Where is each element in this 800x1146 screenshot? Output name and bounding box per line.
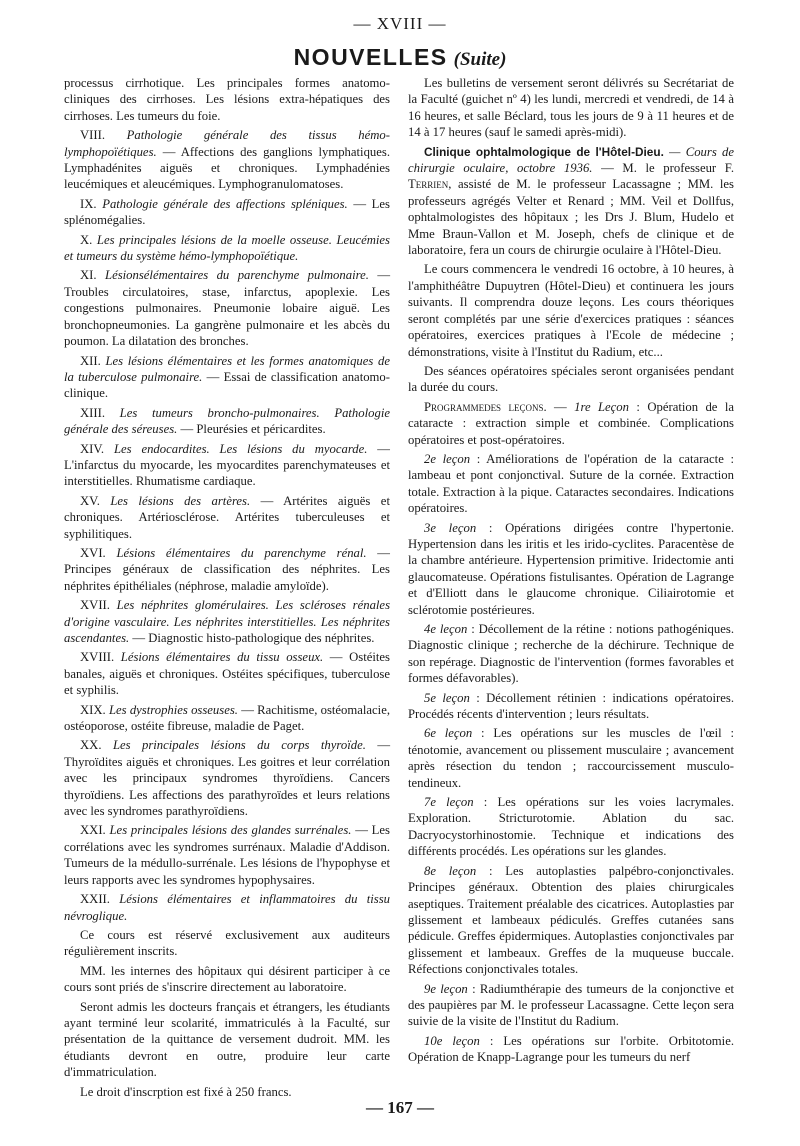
clinic-text-b: , assisté de M. le professeur Lacassagne ; MM. les professeurs agrégés Velter et Renard ; MM. Veil et Dollfus, ophtalmologistes des hôpitaux ; les Drs J. Blum, Hudelo et Mme Braun-Vallon et M. Joseph, chefs de clinique et de laboratoire, fera un cours de chirurgie oculaire à l'Hôtel-Dieu. [408, 177, 734, 258]
topic-number: XI. [80, 268, 106, 283]
lesson-text: : Radiumthérapie des tumeurs de la conjonctive et des paupières par M. le professeur Lacassagne. Cette leçon sera suivie de la visite de l'Institut du Radium. [408, 981, 735, 1029]
page-header-number: — XVIII — [353, 14, 447, 33]
topic-title: Les principales lésions du corps thyroïde. [112, 738, 366, 753]
topic-number: XX. [80, 738, 113, 753]
lesson-item [408, 399, 734, 448]
lesson-item [408, 621, 734, 687]
course-topic-paragraph [64, 597, 390, 646]
lesson-text: : Les opérations sur les voies lacrymales. Exploration. Stricturotomie. Ablation du sac. Dacryocystorhinostomie. Technique et indications des différents procédés. Les opérations sur les glandes. [408, 795, 734, 859]
topic-text: — Pleurésies et péricardites. [177, 422, 326, 437]
topic-text: — Rachitisme, ostéomalacie, ostéoporose, ostéite fibreuse, maladie de Paget. [64, 702, 391, 734]
lesson-item [408, 794, 734, 860]
lesson-item [408, 1033, 734, 1066]
course-topic-paragraph [64, 927, 390, 960]
topic-text: — Thyroïdites aiguës et chroniques. Les goitres et leur corrélation avec les principaux syndromes thyroïdiens. Cancers thyroïdiens. Les affections des parathyroïdes et leurs relations avec les syndromes parathyroïdiens. [64, 738, 391, 819]
enrollment-paragraph: Les bulletins de versement seront délivrés su Secrétariat de la Faculté (guichet nº 4) les lundi, mercredi et vendredi, de 14 à 16 heures, et salle Béclard, tous les jours de 9 à 11 heures et de 14 à 17 heures (sauf le samedi après-midi). [408, 76, 734, 140]
course-topic-paragraph [64, 405, 390, 438]
topic-text: — Principes généraux de classification des néphrites. Les néphrites épithéliales (néphrose, maladie amyloïde). [64, 545, 390, 593]
lesson-text: : Améliorations de l'opération de la cataracte : lambeau et pont conjonctival. Suture de la cornée. Extraction totale. Extraction à la pique. Cataractes secondaires. Indications opératoires. [408, 451, 734, 516]
topic-title: Les principales lésions de la moelle osseuse. Leucémies et tumeurs du système hémo-lymphopoïétique. [64, 232, 390, 264]
lesson-text: : Les opérations sur les muscles de l'œil : ténotomie, avancement ou plissement musculaire ; avancement après résection du tendon ; raccourcissement musculo-tendineux. [408, 726, 735, 790]
clinic-announcement [408, 144, 734, 259]
topic-text: Ce cours est réservé exclusivement aux auditeurs régulièrement inscrits. [64, 927, 390, 959]
topic-text: Seront admis les docteurs français et étrangers, les étudiants ayant terminé leur scolarité, immatriculés à la Faculté, sur présentation de la quittance de versement dudroit. MM. les étudiants devront en outre, produire leur carte d'immatriculation. [64, 999, 390, 1080]
lesson-item [408, 520, 734, 618]
topic-title: Les principales lésions des glandes surrénales. [109, 823, 352, 838]
clinic-professor-name: Terrien [408, 177, 449, 192]
right-column [408, 75, 734, 1069]
topic-number: XIX. [80, 702, 109, 717]
topic-text: — Les corrélations avec les syndromes surrénaux. Maladie d'Addison. Tumeurs de la médullo-surrénale. Les lésions de l'hypophyse et leurs rapports avec les syndromes hypophysaires. [64, 823, 390, 887]
course-topic-paragraph [64, 963, 390, 996]
lesson-text: : Les opérations sur l'orbite. Orbitotomie. Opération de Knapp-Lagrange pour les tumeurs du nerf [408, 1033, 734, 1065]
topic-number: XXI. [80, 823, 110, 838]
topic-title: Pathologie générale des tissus hémo-lymphopoïétiques. [64, 128, 391, 159]
topic-title: Les endocardites. Les lésions du myocarde. [113, 441, 368, 456]
lesson-item [408, 725, 734, 791]
topic-title: Pathologie générale des affections spléniques. [102, 196, 348, 211]
topic-number: IX. [80, 196, 103, 211]
topic-number: XXII. [80, 892, 120, 907]
lesson-label: 9e leçon [424, 981, 468, 996]
topic-text: — Les splénomégalies. [64, 196, 390, 228]
course-topic-paragraph [64, 545, 390, 594]
topic-text: processus cirrhotique. Les principales formes anatomo-cliniques des cirrhoses. Les lésions extra-hépatiques des cirrhoses. Les tumeurs du foie. [64, 76, 390, 123]
course-topic-paragraph [64, 891, 390, 924]
lesson-label: 1re Leçon [574, 399, 629, 414]
topic-title: Lésions élémentaires du parenchyme rénal. [116, 545, 367, 560]
lesson-label: 2e leçon [424, 451, 471, 466]
course-topic-paragraph [64, 737, 390, 819]
topic-title: Les néphrites glomérulaires. Les scléroses rénales d'origine vasculaire. Les néphrites interstitielles. Les néphrites ascendantes. [64, 598, 391, 645]
lesson-item [408, 451, 734, 517]
programme-label: Programmedes leçons. — [424, 399, 575, 414]
clinic-title: Clinique ophtalmologique de l'Hôtel-Dieu. [424, 144, 664, 159]
topic-text: — Artérites aiguës et chroniques. Artériosclérose. Artérites tuberculeuses et syphilitiques. [64, 493, 390, 541]
course-topic-paragraph [64, 702, 390, 735]
topic-title: Lésionsélémentaires du parenchyme pulmonaire. [105, 268, 369, 283]
clinic-text-a: — M. le professeur F. [592, 161, 734, 176]
lesson-text: : Opérations dirigées contre l'hypertonie. Hypertension dans les iritis et les irido-cyclites. Paracentèse de la chambre antérieure. Hypertension primitive. Iridectomie anti glaucomateuse. Opérations fistulisantes. Opération de Lagrange et d'Elliott dans le glaucome chronique. Ciliairotomie et sclérotomie postérieures. [408, 520, 735, 617]
course-topic-paragraph [64, 822, 390, 888]
course-topic-paragraph [64, 999, 390, 1081]
lesson-list [408, 399, 734, 1066]
clinic-course: — Cours de chirurgie oculaire, octobre 1936. [408, 144, 735, 176]
lesson-item [408, 863, 734, 978]
page-heading [0, 44, 800, 71]
topic-title: Les lésions élémentaires et les formes anatomiques de la tuberculose pulmonaire. [64, 353, 390, 384]
lesson-item [408, 981, 734, 1030]
course-topic-paragraph [64, 75, 390, 124]
topic-title: Lésions élémentaires du tissu osseux. [120, 650, 324, 665]
topic-text: MM. les internes des hôpitaux qui désirent participer à ce cours sont priés de s'inscrire directement au laboratoire. [64, 963, 390, 995]
course-topic-paragraph [64, 353, 390, 402]
lesson-label: 4e leçon [424, 622, 468, 636]
topic-text: — Troubles circulatoires, stase, infarctus, apoplexie. Les congestions pulmonaires. Pneumonie lobaire aiguë. Les bronchopneumonies. La gangrène pulmonaire et les abcès du poumon. La dilatation des bronches. [64, 268, 391, 349]
topic-text: — L'infarctus du myocarde, les myocardites parenchymateuses et interstitielles. Rhumatisme cardiaque. [64, 441, 390, 489]
course-topic-paragraph [64, 649, 390, 698]
topic-text: — Diagnostic histo-pathologique des néphrites. [129, 631, 375, 645]
course-topic-paragraph [64, 196, 390, 229]
heading-suffix: (Suite) [453, 49, 507, 70]
special-sessions-paragraph: Des séances opératoires spéciales seront organisées pendant la durée du cours. [408, 363, 734, 395]
left-column [64, 75, 390, 1103]
topic-text: — Ostéites banales, aiguës et chroniques. Ostéites spécifiques, tuberculose et syphilis. [64, 650, 390, 698]
topic-number: XV. [80, 493, 111, 508]
lesson-label: 6e leçon [424, 726, 473, 741]
lesson-label: 5e leçon [424, 690, 470, 705]
topic-number: X. [80, 232, 97, 247]
heading-title: NOUVELLES [293, 44, 448, 70]
topic-number: VIII. [80, 128, 127, 143]
course-topic-paragraph [64, 232, 390, 265]
lesson-item [408, 690, 734, 723]
topic-text: — Essai de classification anatomo-clinique. [64, 369, 390, 401]
lesson-text: : Décollement rétinien : indications opératoires. Procédés récents d'intervention ; leurs résultats. [408, 690, 734, 722]
course-schedule-paragraph: Le cours commencera le vendredi 16 octobre, à 10 heures, à l'amphithéâtre Dupuytren (Hôtel-Dieu) et continuera les jours suivants. Il comprendra douze leçons. Les cours théoriques seront complétés par une série d'exercices pratiques : séances opératoires, exercices pratiques à l'Ecole de médecine ; démonstrations, visite à l'Institut du Radium, etc... [408, 262, 734, 359]
course-topic-paragraph [64, 493, 390, 542]
topic-number: XIII. [80, 405, 120, 420]
course-topic-paragraph [64, 127, 390, 193]
lesson-text: : Opération de la cataracte : extraction simple et combinée. Complications opératoires et post-opératoires. [408, 399, 734, 447]
lesson-label: 7e leçon [424, 795, 474, 810]
lesson-text: : Décollement de la rétine : notions pathogéniques. Diagnostic clinique ; recherche de la déchirure. Technique de son repérage. Diagnostic de l'intervention (formes favorables et formes défavorables). [408, 622, 734, 686]
topic-number: XIV. [80, 441, 114, 456]
topic-title: Lésions élémentaires et inflammatoires du tissu névroglique. [64, 892, 390, 923]
topic-number: XVIII. [80, 650, 121, 665]
topic-number: XVII. [80, 598, 117, 613]
course-topic-paragraph [64, 267, 390, 349]
lesson-label: 3e leçon [424, 520, 477, 535]
lesson-label: 10e leçon [424, 1033, 480, 1048]
topic-text: Le droit d'inscrption est fixé à 250 francs. [80, 1084, 292, 1099]
page-footer-number: — 167 — [366, 1098, 434, 1117]
topic-number: XII. [80, 353, 106, 368]
topic-title: Les tumeurs broncho-pulmonaires. Pathologie générale des séreuses. [64, 405, 390, 437]
course-topic-paragraph [64, 441, 390, 490]
topic-text: — Affections des ganglions lymphatiques. Lymphadénites aiguës et chroniques. Lymphadénies leucémiques et aleucémiques. Lymphogranulomatoses. [64, 144, 390, 192]
lesson-label: 8e leçon [424, 863, 477, 878]
topic-title: Les lésions des artères. [110, 493, 251, 508]
topic-number: XVI. [80, 545, 117, 560]
topic-title: Les dystrophies osseuses. [108, 702, 238, 717]
lesson-text: : Les autoplasties palpébro-conjonctivales. Principes généraux. Obtention des plaies chirurgicales aseptiques. Traitement préalable des cicatrices. Autoplasties par glissement et lambeaux pédiculés. Greffes cutanées sans pédicule. Greffes épidermiques. Autoplasties conjonctivales par glissement et lambeaux. Greffes de la muqueuse buccale. Réfections conjonctivales totales. [408, 863, 735, 977]
